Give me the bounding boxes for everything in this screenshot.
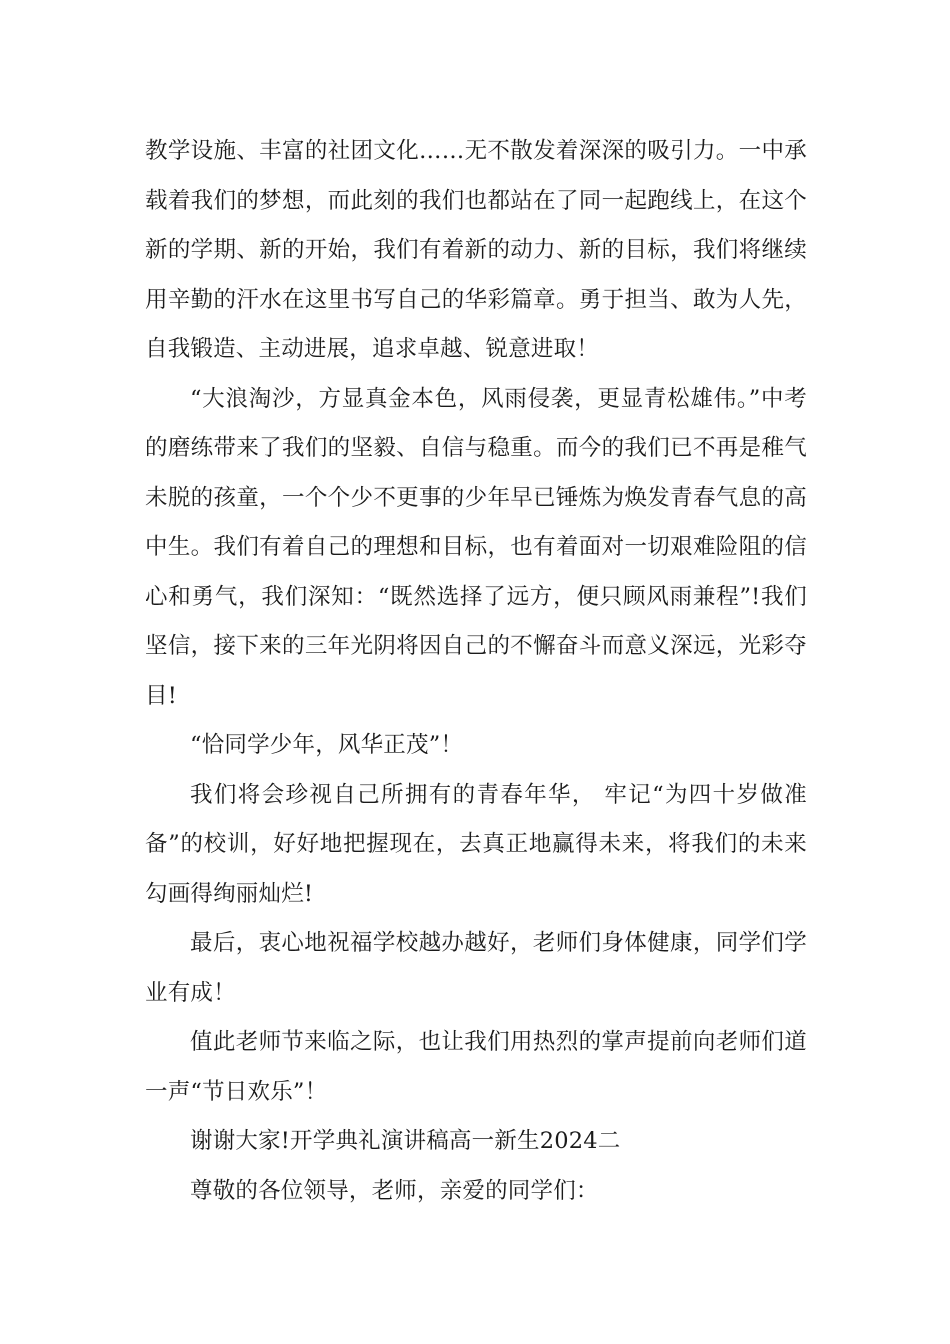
paragraph-5: 最后，衷心地祝福学校越办越好，老师们身体健康，同学们学业有成！ [145,930,807,1006]
paragraph-1: 教学设施、丰富的社团文化……无不散发着深深的吸引力。一中承载着我们的梦想，而此刻的我们也都站在了同一起跑线上，在这个新的学期、新的开始，我们有着新的动力、新的目标，我们将继续用辛勤的汗水在这里书写自己的华彩篇章。勇于担当、敢为人先，自我锻造、主动进展，追求卓越、锐意进取！ [145,138,807,362]
paragraph-2: “大浪淘沙，方显真金本色，风雨侵袭，更显青松雄伟。”中考的磨练带来了我们的坚毅、自信与稳重。而今的我们已不再是稚气未脱的孩童，一个个少不更事的少年早已锤炼为焕发青春气息的高中生。我们有着自己的理想和目标，也有着面对一切艰难险阻的信心和勇气，我们深知：“既然选择了远方，便只顾风雨兼程”!我们坚信，接下来的三年光阴将因自己的不懈奋斗而意义深远，光彩夺目! [145,385,807,709]
paragraph-3: “恰同学少年，风华正茂”！ [190,732,464,758]
paragraph-4: 我们将会珍视自己所拥有的青春年华， 牢记“为四十岁做准备”的校训，好好地把握现在，去真正地赢得未来，将我们的未来勾画得绚丽灿烂! [145,781,807,907]
document-body [145,127,807,1216]
paragraph-7: 谢谢大家!开学典礼演讲稿高一新生2024二 [190,1128,621,1154]
paragraph-8: 尊敬的各位领导，老师，亲爱的同学们： [190,1177,599,1204]
paragraph-6: 值此老师节来临之际，也让我们用热烈的掌声提前向老师们道一声“节日欢乐”！ [145,1029,807,1105]
